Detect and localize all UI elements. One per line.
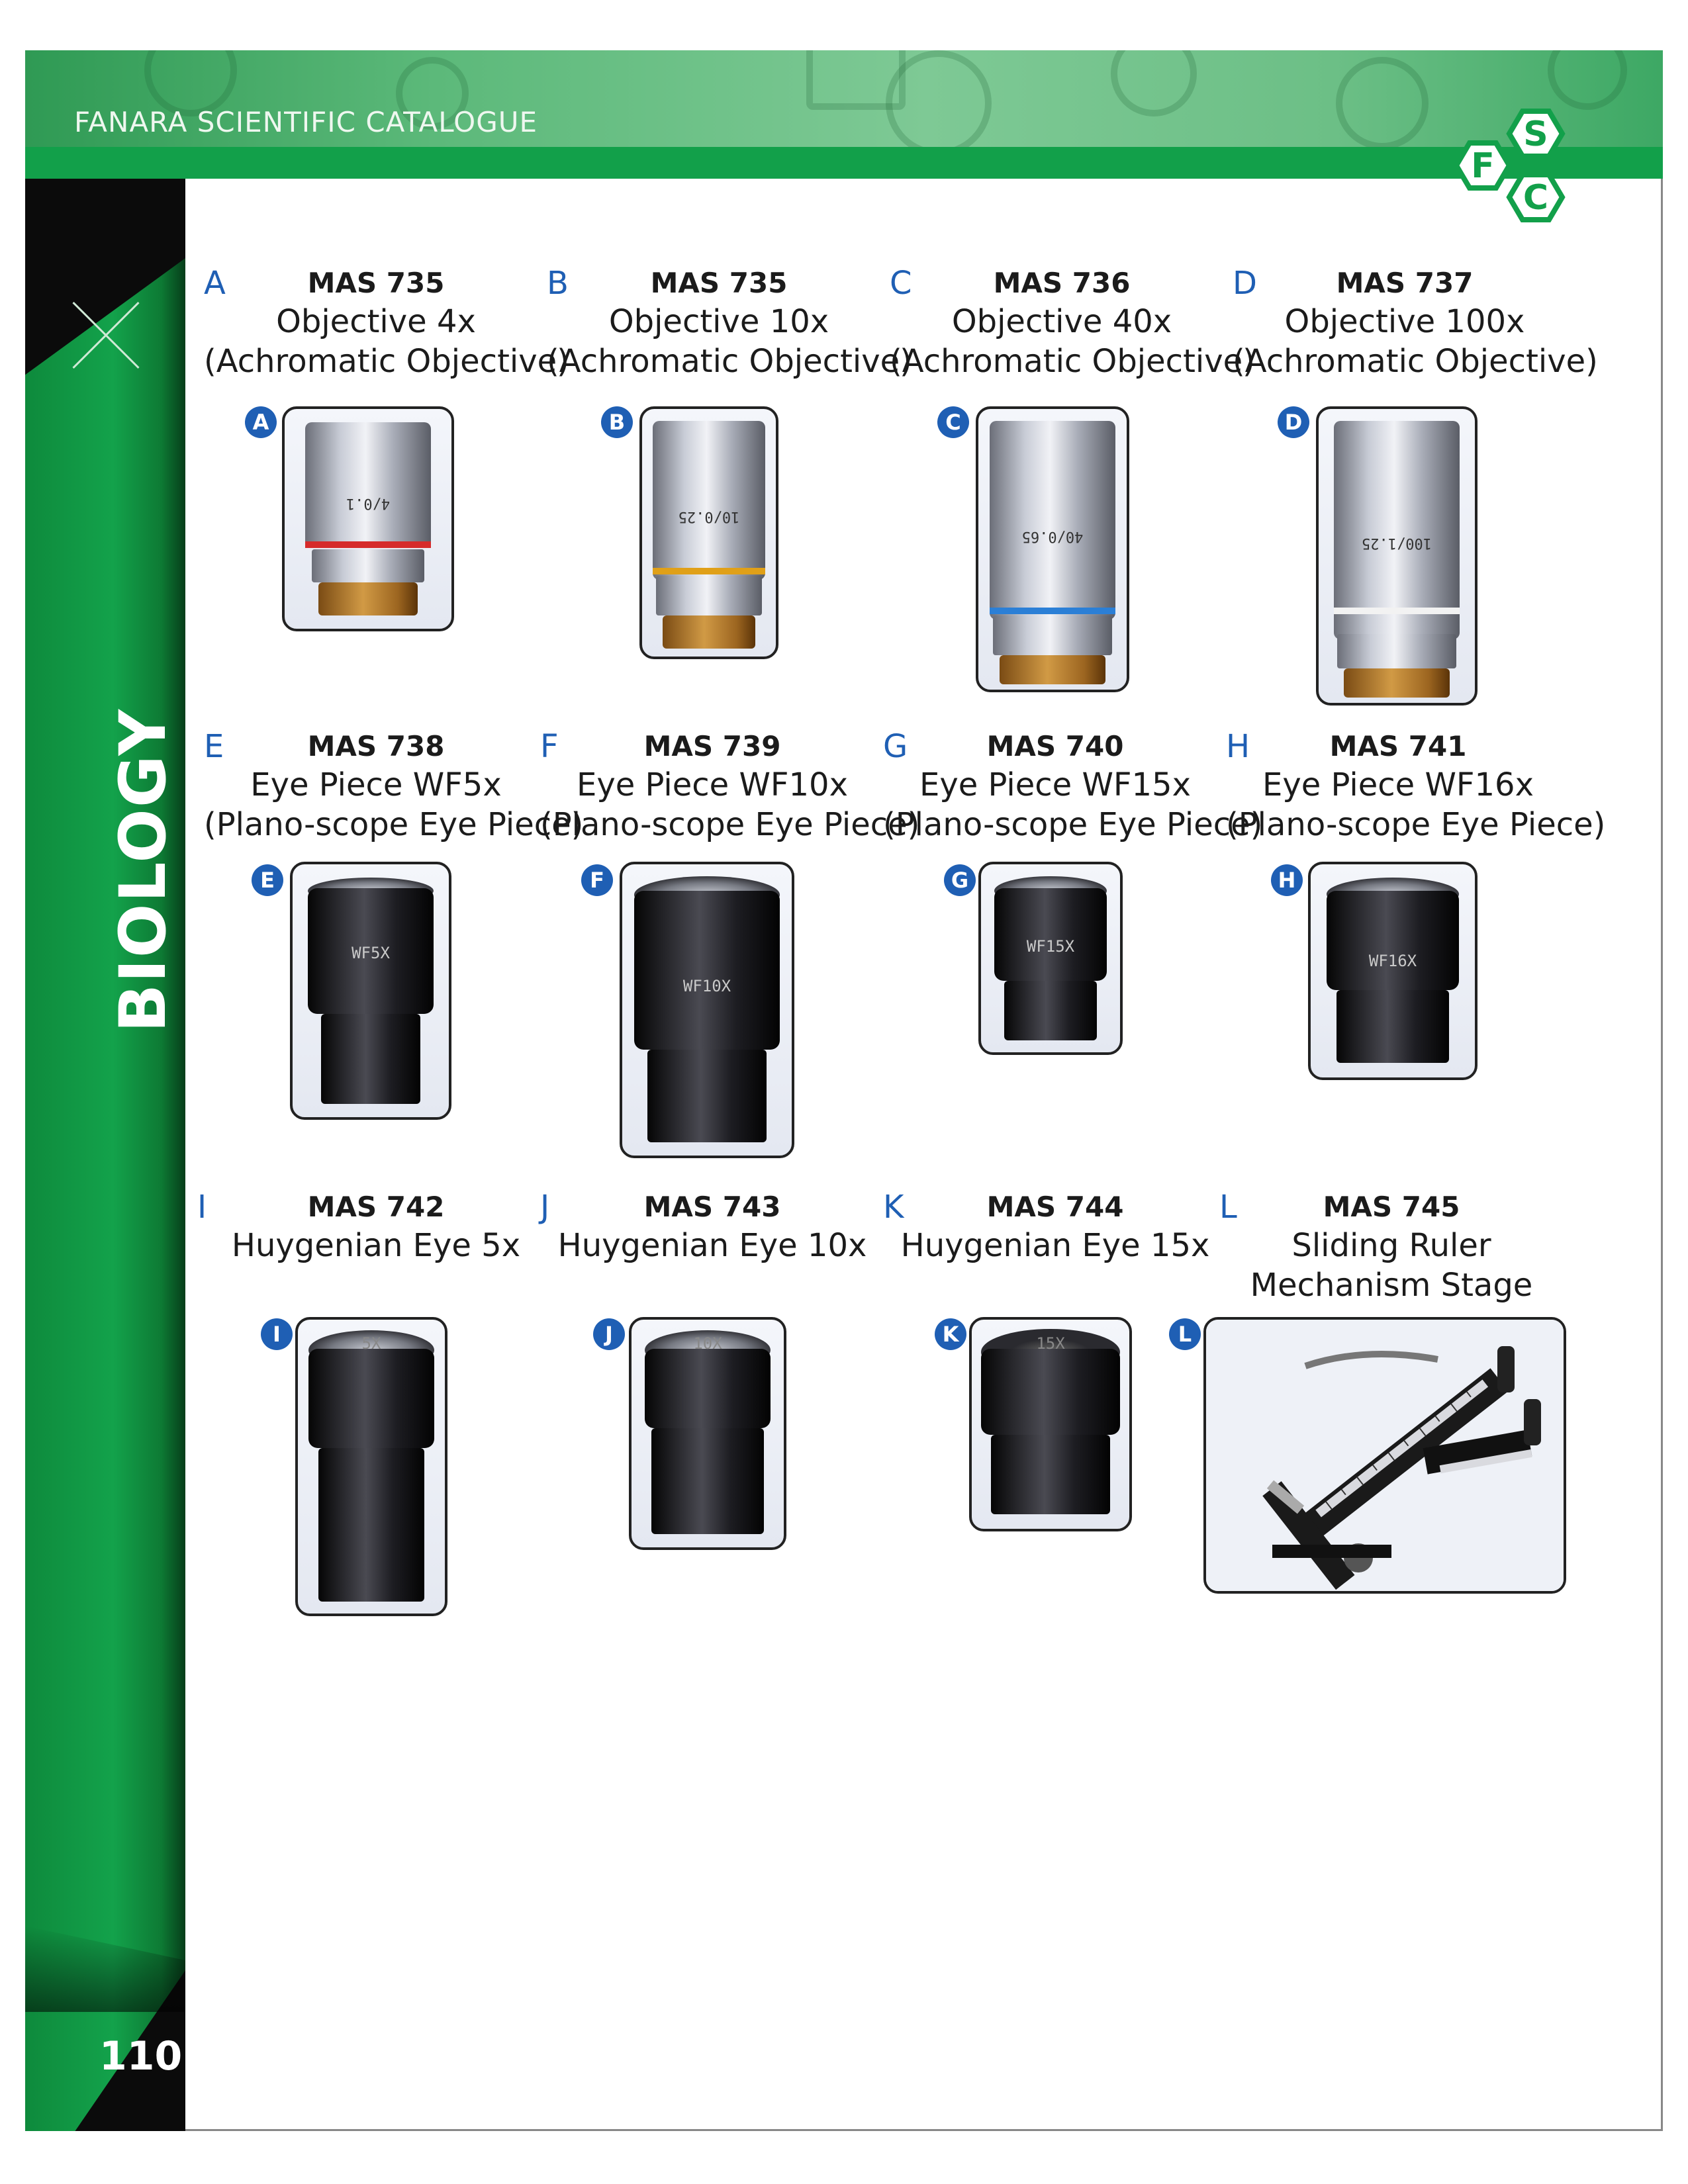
product-name: Huygenian Eye 5x: [231, 1227, 521, 1264]
product-letter: I: [197, 1189, 207, 1226]
eyepiece-marking: WF10X: [682, 977, 731, 995]
product-description: (Plano-scope Eye Piece): [883, 806, 1263, 843]
product-image-objective-4x[interactable]: [282, 406, 454, 631]
product-letter: G: [883, 728, 908, 765]
eyepiece-marking: WF16X: [1368, 952, 1417, 970]
product-description: Mechanism Stage: [1250, 1267, 1533, 1304]
product-badge-e: E: [252, 864, 283, 896]
product-name: Eye Piece WF15x: [919, 766, 1191, 803]
product-letter: E: [204, 728, 224, 765]
product-letter: D: [1233, 265, 1257, 302]
product-letter: J: [540, 1189, 550, 1226]
product-image-eyepiece-wf10x[interactable]: [620, 862, 794, 1158]
product-image-huygenian-15x[interactable]: [969, 1317, 1132, 1531]
objective-marking: 40/0.65: [1021, 528, 1084, 545]
product-code: MAS 743: [643, 1191, 781, 1223]
page-number: 110: [99, 2033, 183, 2079]
fsc-logo: [1417, 106, 1575, 238]
eyepiece-marking: 5X: [361, 1334, 381, 1353]
product-letter: A: [204, 265, 226, 302]
product-badge-c: C: [937, 406, 969, 438]
product-name: Sliding Ruler: [1291, 1227, 1491, 1264]
product-code: MAS 736: [993, 267, 1131, 299]
product-name: Objective 10x: [608, 303, 829, 340]
section-sidebar: [25, 179, 185, 2131]
product-description: (Plano-scope Eye Piece): [1226, 806, 1606, 843]
product-image-objective-40x[interactable]: [976, 406, 1129, 692]
product-badge-j: J: [593, 1318, 625, 1350]
eyepiece-marking: WF15X: [1026, 937, 1075, 956]
product-code: MAS 745: [1323, 1191, 1460, 1223]
product-code: MAS 737: [1336, 267, 1474, 299]
product-description: (Plano-scope Eye Piece): [540, 806, 920, 843]
product-badge-f: F: [581, 864, 613, 896]
objective-marking: 10/0.25: [678, 508, 740, 525]
product-letter: B: [547, 265, 569, 302]
product-image-objective-100x[interactable]: [1316, 406, 1477, 705]
product-badge-a: A: [245, 406, 277, 438]
product-name: Eye Piece WF10x: [576, 766, 848, 803]
product-badge-i: I: [261, 1318, 293, 1350]
objective-marking: 4/0.1: [346, 495, 391, 512]
cross-decoration-icon: [66, 295, 146, 375]
product-letter: H: [1226, 728, 1250, 765]
product-description: (Achromatic Objective): [547, 343, 912, 380]
product-code: MAS 741: [1329, 730, 1467, 762]
product-code: MAS 738: [307, 730, 445, 762]
eyepiece-marking: 10X: [693, 1334, 722, 1353]
product-name: Eye Piece WF5x: [250, 766, 502, 803]
product-image-eyepiece-wf5x[interactable]: [290, 862, 451, 1120]
product-code: MAS 740: [986, 730, 1124, 762]
objective-marking: 100/1.25: [1362, 535, 1432, 551]
product-name: Objective 100x: [1284, 303, 1525, 340]
logo-letter-f: F: [1471, 146, 1495, 186]
product-description: (Achromatic Objective): [890, 343, 1255, 380]
product-letter: L: [1219, 1189, 1237, 1226]
product-description: (Achromatic Objective): [204, 343, 569, 380]
product-image-eyepiece-wf16x[interactable]: [1308, 862, 1477, 1080]
product-name: Objective 40x: [951, 303, 1172, 340]
product-image-huygenian-5x[interactable]: [295, 1317, 447, 1616]
product-badge-h: H: [1271, 864, 1303, 896]
product-image-huygenian-10x[interactable]: [629, 1317, 786, 1550]
product-name: Huygenian Eye 10x: [557, 1227, 867, 1264]
product-badge-d: D: [1278, 406, 1309, 438]
product-description: (Plano-scope Eye Piece): [204, 806, 584, 843]
product-description: (Achromatic Objective): [1233, 343, 1598, 380]
product-badge-g: G: [944, 864, 976, 896]
product-letter: C: [890, 265, 912, 302]
product-code: MAS 735: [307, 267, 445, 299]
product-name: Eye Piece WF16x: [1262, 766, 1534, 803]
product-name: Objective 4x: [276, 303, 476, 340]
product-code: MAS 742: [307, 1191, 445, 1223]
logo-letter-c: C: [1523, 178, 1549, 218]
product-badge-b: B: [601, 406, 633, 438]
catalogue-title: FANARA SCIENTIFIC CATALOGUE: [74, 106, 538, 138]
product-badge-k: K: [935, 1318, 966, 1350]
product-badge-l: L: [1169, 1318, 1201, 1350]
section-title: BIOLOGY: [106, 707, 180, 1032]
logo-letter-s: S: [1523, 114, 1548, 154]
product-image-mechanical-stage[interactable]: [1203, 1317, 1566, 1594]
product-image-objective-10x[interactable]: [639, 406, 778, 659]
product-letter: K: [883, 1189, 904, 1226]
product-name: Huygenian Eye 15x: [900, 1227, 1210, 1264]
eyepiece-marking: 15X: [1036, 1334, 1065, 1353]
product-code: MAS 744: [986, 1191, 1124, 1223]
eyepiece-marking: WF5X: [352, 944, 390, 962]
product-image-eyepiece-wf15x[interactable]: [978, 862, 1123, 1055]
product-code: MAS 739: [643, 730, 781, 762]
product-letter: F: [540, 728, 559, 765]
mechanical-stage-illustration: [1206, 1320, 1564, 1591]
product-code: MAS 735: [650, 267, 788, 299]
